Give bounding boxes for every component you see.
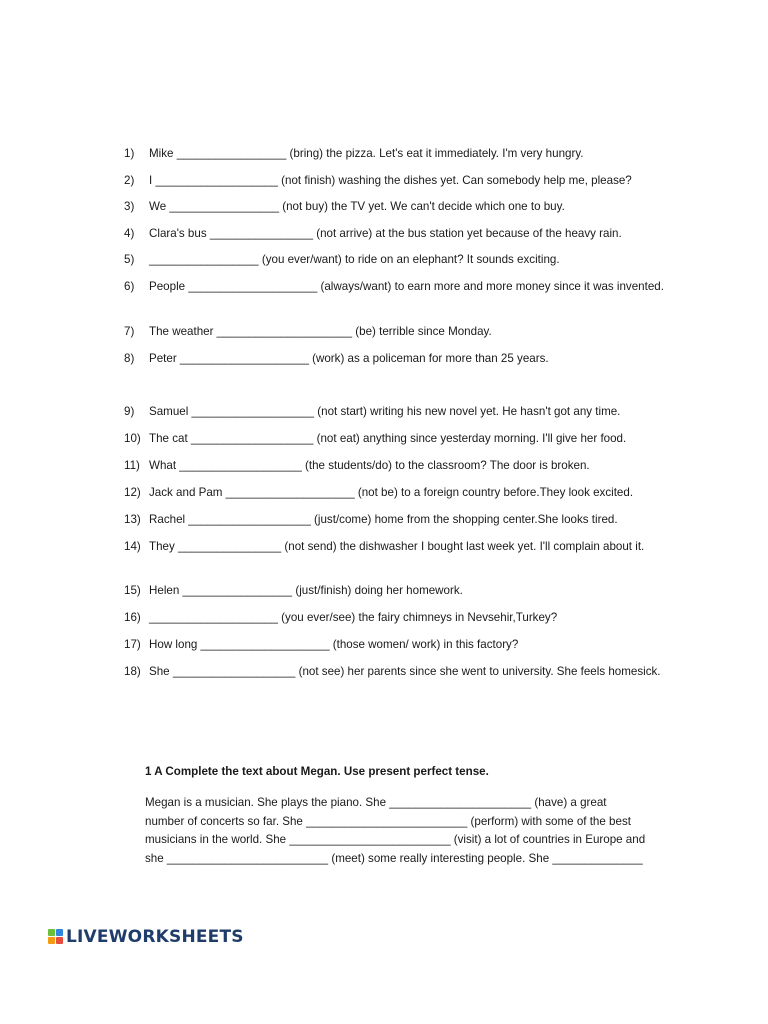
item-text: We _________________ (not buy) the TV yet. We can't decide which one to buy. — [149, 200, 565, 213]
item-number: 4) — [124, 227, 135, 240]
item-text: Clara's bus ________________ (not arrive) at the bus station yet because of the heavy rain. — [149, 227, 622, 240]
item-number: 12) — [124, 486, 141, 499]
paragraph-line: she _________________________ (meet) some really interesting people. She ______________ — [145, 851, 643, 865]
item-number: 17) — [124, 638, 141, 651]
item-text: They ________________ (not send) the dishwasher I bought last week yet. I'll complain about it. — [149, 540, 645, 553]
liveworksheets-logo — [48, 927, 244, 947]
item-number: 3) — [124, 200, 135, 213]
paragraph-line: musicians in the world. She _________________________ (visit) a lot of countries in Europe and — [145, 833, 646, 846]
item-number: 16) — [124, 611, 141, 624]
item-text: Helen _________________ (just/finish) doing her homework. — [149, 584, 463, 597]
item-text: Mike _________________ (bring) the pizza. Let's eat it immediately. I'm very hungry. — [149, 147, 584, 160]
item-number: 18) — [124, 665, 141, 678]
item-text: Rachel ___________________ (just/come) home from the shopping center.She looks tired. — [149, 513, 618, 526]
item-number: 14) — [124, 540, 141, 553]
liveworksheets-logo-icon — [48, 929, 64, 945]
item-text: She ___________________ (not see) her parents since she went to university. She feels homesick. — [149, 665, 661, 678]
item-text: The cat ___________________ (not eat) anything since yesterday morning. I'll give her food. — [149, 432, 627, 445]
item-text: How long ____________________ (those women/ work) in this factory? — [149, 638, 519, 651]
item-text: People ____________________ (always/want) to earn more and more money since it was invented. — [149, 280, 664, 293]
item-text: Peter ____________________ (work) as a policeman for more than 25 years. — [149, 352, 549, 365]
item-number: 7) — [124, 325, 135, 338]
item-number: 10) — [124, 432, 141, 445]
item-text: The weather _____________________ (be) terrible since Monday. — [149, 325, 492, 338]
item-text: _________________ (you ever/want) to ride on an elephant? It sounds exciting. — [149, 253, 560, 266]
paragraph-line: number of concerts so far. She _________________________ (perform) with some of the best — [145, 814, 631, 828]
item-number: 2) — [124, 174, 135, 187]
section-title: 1 A Complete the text about Megan. Use present perfect tense. — [145, 765, 489, 778]
item-text: I ___________________ (not finish) washing the dishes yet. Can somebody help me, please? — [149, 174, 632, 187]
item-text: Jack and Pam ____________________ (not be) to a foreign country before.They look excited. — [149, 486, 634, 499]
item-number: 5) — [124, 253, 135, 266]
item-text: ____________________ (you ever/see) the fairy chimneys in Nevsehir,Turkey? — [149, 611, 558, 624]
item-number: 11) — [124, 459, 140, 472]
paragraph-line: Megan is a musician. She plays the piano. She ______________________ (have) a great — [145, 796, 607, 809]
item-text: Samuel ___________________ (not start) writing his new novel yet. He hasn't got any time. — [149, 405, 621, 418]
item-number: 15) — [124, 584, 141, 597]
item-number: 8) — [124, 352, 135, 365]
brand-name: LIVEWORKSHEETS — [66, 927, 244, 947]
item-number: 1) — [124, 147, 135, 160]
item-number: 6) — [124, 280, 135, 293]
item-text: What ___________________ (the students/do) to the classroom? The door is broken. — [149, 459, 590, 472]
item-number: 13) — [124, 513, 141, 526]
megan-paragraph — [145, 794, 665, 868]
item-number: 9) — [124, 405, 135, 418]
